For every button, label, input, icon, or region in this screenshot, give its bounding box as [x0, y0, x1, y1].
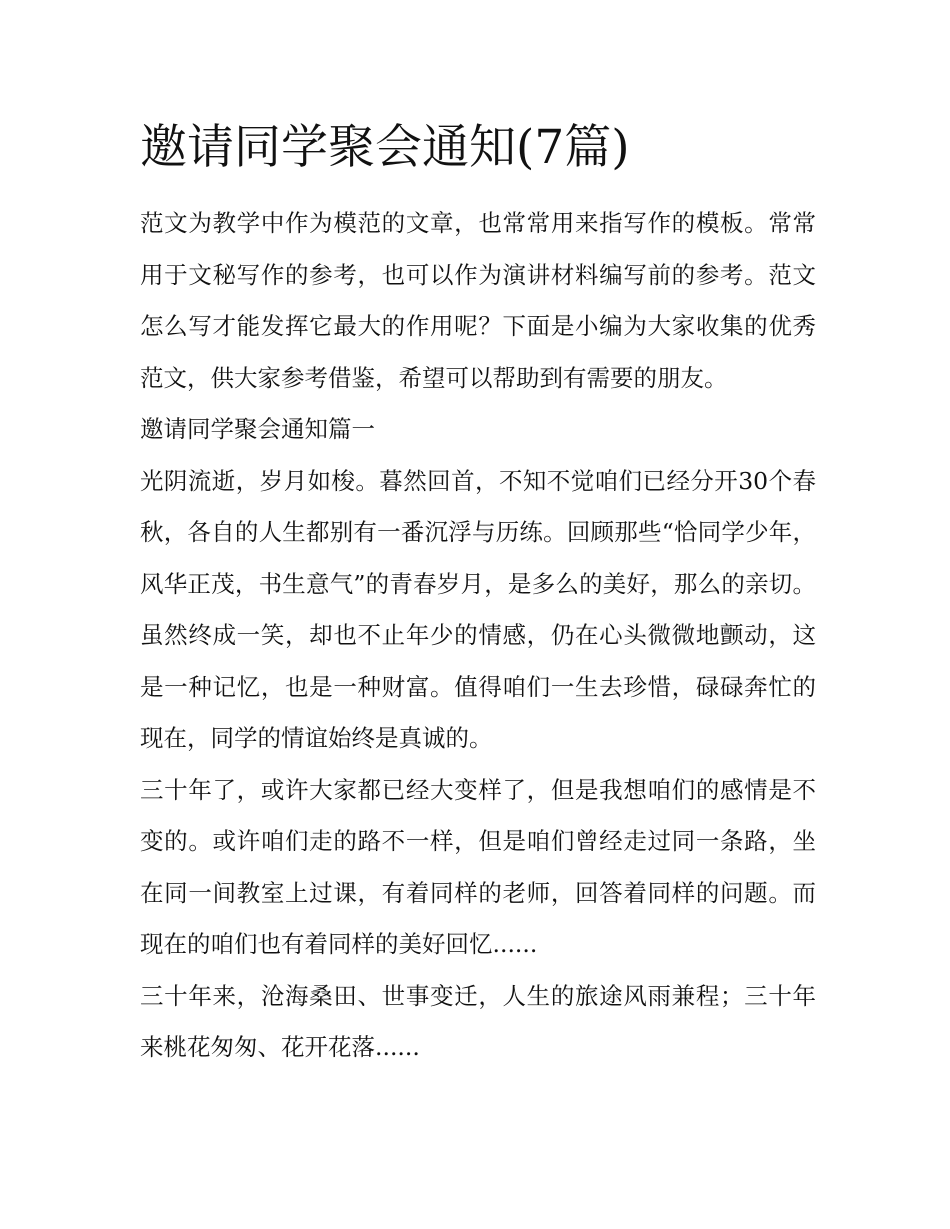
intro-paragraph: 范文为教学中作为模范的文章，也常常用来指写作的模板。常常用于文秘写作的参考，也可以作为演讲材料编写前的参考。范文怎么写才能发挥它最大的作用呢？下面是小编为大家收集的优秀范文，供大家参考借鉴，希望可以帮助到有需要的朋友。: [140, 209, 816, 392]
body-paragraph-1: 光阴流逝，岁月如梭。暮然回首，不知不觉咱们已经分开30个春秋，各自的人生都别有一番沉浮与历练。回顾那些“恰同学少年，风华正茂，书生意气”的青春岁月，是多么的美好，那么的亲切。虽然终成一笑，却也不止年少的情感，仍在心头微微地颤动，这是一种记忆，也是一种财富。值得咱们一生去珍惜，碌碌奔忙的现在，同学的情谊始终是真诚的。: [140, 466, 816, 752]
body-paragraph-2: 三十年了，或许大家都已经大变样了，但是我想咱们的感情是不变的。或许咱们走的路不一样，但是咱们曾经走过同一条路，坐在同一间教室上过课，有着同样的老师，回答着同样的问题。而现在的咱们也有着同样的美好回忆......: [140, 775, 816, 958]
section-heading: 邀请同学聚会通知篇一: [140, 415, 375, 443]
document-title: 邀请同学聚会通知(7篇): [140, 120, 630, 175]
body-paragraph-3: 三十年来，沧海桑田、世事变迁，人生的旅途风雨兼程；三十年来桃花匆匆、花开花落......: [140, 981, 816, 1061]
document-body: [140, 112, 816, 1074]
